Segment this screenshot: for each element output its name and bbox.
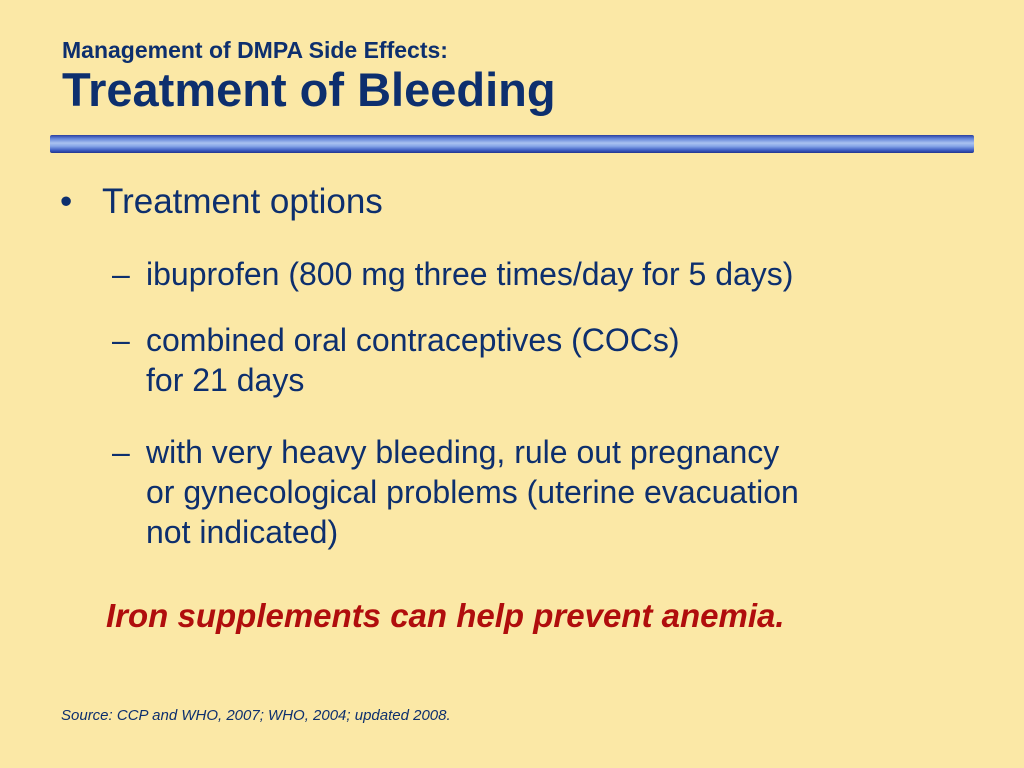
dash-marker: – — [112, 434, 130, 470]
subitem-line: with very heavy bleeding, rule out pregnancy — [146, 434, 780, 470]
bullet-text: Treatment options — [102, 182, 383, 221]
dash-marker: – — [112, 256, 130, 292]
subitem-text — [146, 254, 793, 294]
slide-subtitle: Management of DMPA Side Effects: — [62, 37, 448, 63]
dash-marker: – — [112, 322, 130, 358]
subitem-line: combined oral contraceptives (COCs) — [146, 322, 680, 358]
bullet-item — [60, 180, 383, 224]
subitem-line: ibuprofen (800 mg three times/day for 5 days) — [146, 256, 794, 292]
bullet-marker: • — [60, 182, 73, 221]
emphasis-note: Iron supplements can help prevent anemia. — [106, 597, 785, 634]
subitem-text — [146, 320, 680, 400]
subitem-line: or gynecological problems (uterine evacuation — [146, 474, 799, 510]
subitem-line: for 21 days — [146, 362, 305, 398]
source-citation: Source: CCP and WHO, 2007; WHO, 2004; updated 2008. — [61, 707, 451, 724]
subitem-text — [146, 432, 799, 552]
subitem-line: not indicated) — [146, 514, 339, 550]
slide-title: Treatment of Bleeding — [62, 63, 556, 116]
title-divider — [50, 135, 974, 153]
